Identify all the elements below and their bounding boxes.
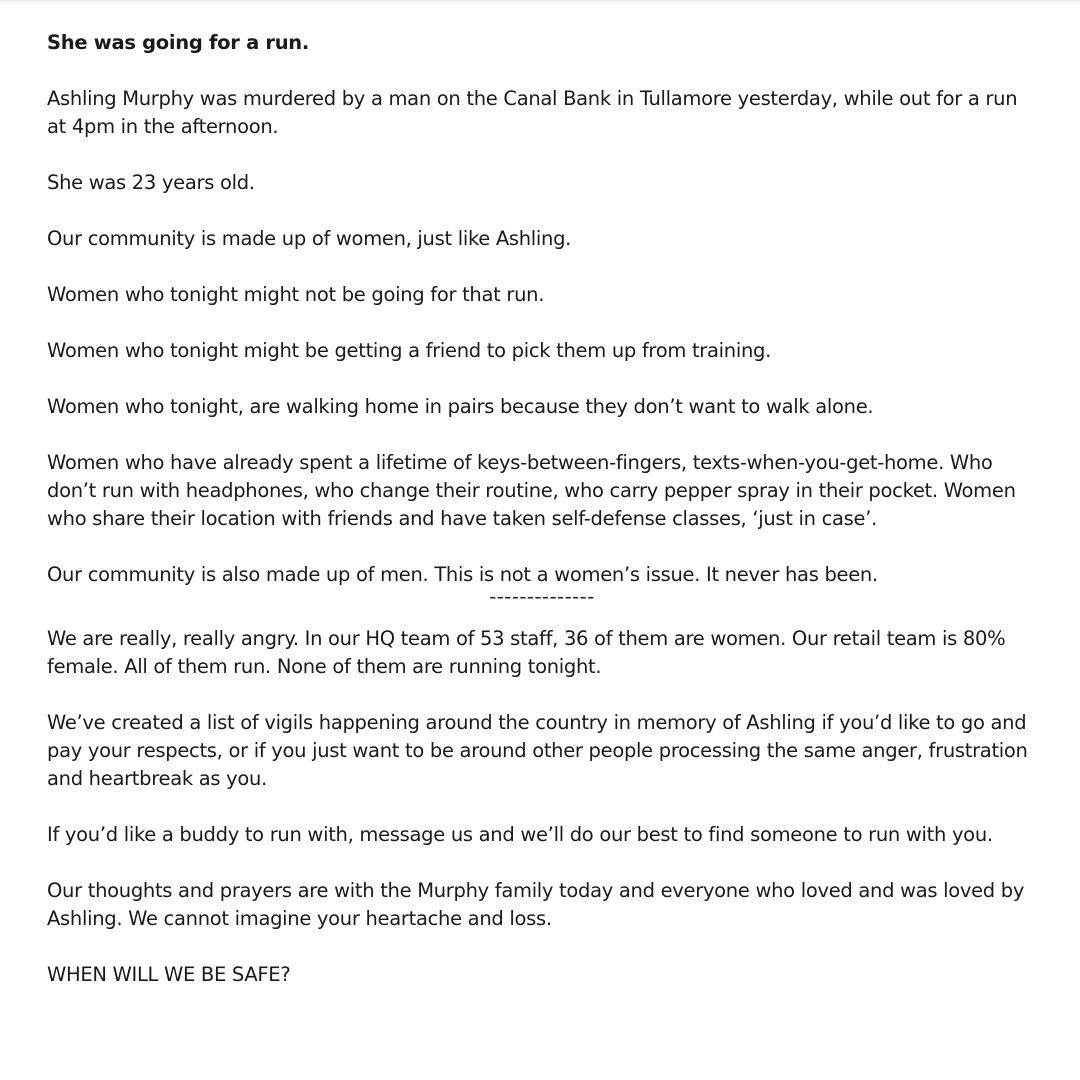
- post-body: [47, 29, 1037, 1017]
- closing-line: WHEN WILL WE BE SAFE?: [47, 963, 291, 986]
- post-heading: She was going for a run.: [47, 31, 310, 54]
- paragraph: Our community is also made up of men. This is not a women’s issue. It never has been.: [47, 563, 878, 586]
- paragraph: Women who tonight, are walking home in pairs because they don’t want to walk alone.: [47, 395, 874, 418]
- paragraph: Ashling Murphy was murdered by a man on the Canal Bank in Tullamore yesterday, while out for a run at 4pm in the afternoon.: [47, 87, 1018, 138]
- paragraph: Women who have already spent a lifetime of keys-between-fingers, texts-when-you-get-home. Who don’t run with headphones, who change their routine, who carry pepper spray in their pocket. Women who share their location with friends and have taken self-defense classes, ‘just in case’.: [47, 451, 1016, 530]
- top-edge-shadow: [0, 0, 1080, 6]
- paragraph: She was 23 years old.: [47, 171, 255, 194]
- paragraph: We’ve created a list of vigils happening around the country in memory of Ashling if you’d like to go and pay your respects, or if you just want to be around other people processing the same anger, frustration and heartbreak as you.: [47, 711, 1028, 790]
- paragraph: Women who tonight might be getting a friend to pick them up from training.: [47, 339, 771, 362]
- section-divider: --------------: [489, 585, 595, 608]
- paragraph: Women who tonight might not be going for that run.: [47, 283, 545, 306]
- paragraph: Our community is made up of women, just like Ashling.: [47, 227, 572, 250]
- paragraph: If you’d like a buddy to run with, message us and we’ll do our best to find someone to run with you.: [47, 823, 993, 846]
- paragraph: Our thoughts and prayers are with the Murphy family today and everyone who loved and was loved by Ashling. We cannot imagine your heartache and loss.: [47, 879, 1025, 930]
- paragraph: We are really, really angry. In our HQ team of 53 staff, 36 of them are women. Our retail team is 80% female. All of them run. None of them are running tonight.: [47, 627, 1006, 678]
